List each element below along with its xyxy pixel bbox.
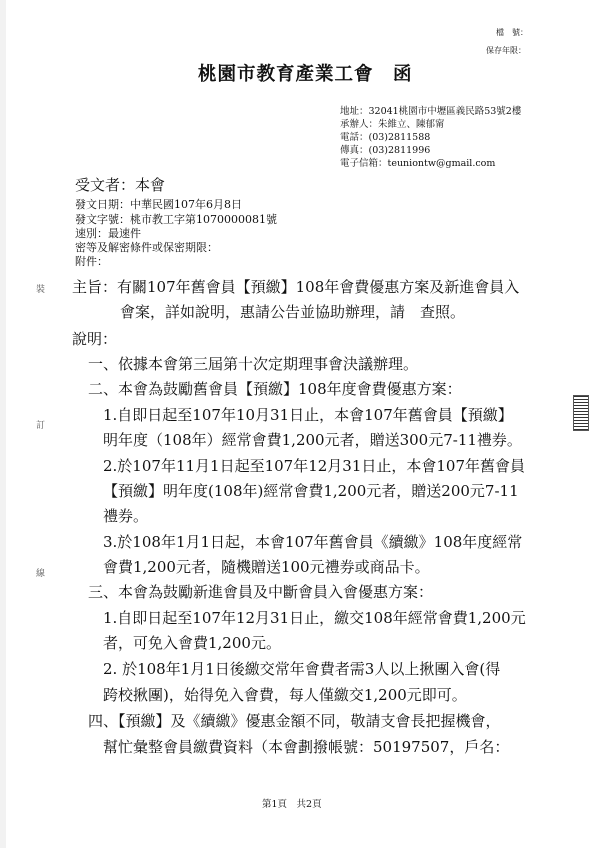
handler: 承辦人：朱維立、陳郁甯: [340, 119, 445, 130]
binding-mark-ding: 訂: [36, 421, 46, 431]
body-line: 者，可免入會費1,200元。: [103, 634, 281, 652]
body-line: 跨校揪團)，始得免入會費，每人僅繳交1,200元即可。: [103, 686, 467, 704]
file-number-label: 檔 號：: [496, 28, 528, 37]
issue-date: 發文日期：中華民國107年6月8日: [75, 198, 242, 211]
body-line: 一、依據本會第三屆第十次定期理事會決議辦理。: [88, 355, 419, 373]
subject-line-2: 會案，詳如說明，惠請公告並協助辦理，請 查照。: [120, 303, 466, 321]
body-line: 會費1,200元者，隨機贈送100元禮券或商品卡。: [103, 558, 430, 576]
body-line: 1.自即日起至107年12月31日止，繳交108年經常會費1,200元: [103, 609, 526, 627]
body-line: 1.自即日起至107年10月31日止，本會107年舊會員【預繳】: [103, 406, 513, 424]
phone: 電話：(03)2811588: [340, 132, 431, 143]
attachment: 附件：: [75, 255, 108, 268]
body-line: 禮券。: [103, 507, 149, 525]
fax: 傳真：(03)2811996: [340, 145, 431, 156]
delivery-speed: 速別：最速件: [75, 227, 141, 240]
document-title: 桃園市教育產業工會 函: [198, 64, 413, 85]
page-footer: 第1頁 共2頁: [262, 799, 322, 810]
email: 電子信箱：teuniontw@gmail.com: [340, 158, 496, 169]
address: 地址：32041桃園市中壢區義民路53號2樓: [340, 106, 522, 117]
retention-label: 保存年限：: [486, 46, 526, 55]
body-line: 二、本會為鼓勵舊會員【預繳】108年度會費優惠方案：: [88, 380, 462, 398]
body-line: 四、【預繳】及《續繳》優惠金額不同，敬請支會長把握機會，: [88, 712, 501, 730]
barcode-mark: [573, 395, 589, 431]
binding-mark-xian: 線: [36, 569, 46, 579]
body-line: 2.於107年11月1日起至107年12月31日止，本會107年舊會員: [103, 457, 526, 475]
body-line: 2. 於108年1月1日後繳交常年會費者需3人以上揪團入會(得: [103, 660, 501, 678]
body-line: 三、本會為鼓勵新進會員及中斷會員入會優惠方案：: [88, 583, 434, 601]
binding-mark-zhuang: 裝: [36, 285, 46, 295]
body-line: 3.於108年1月1日起，本會107年舊會員《續繳》108年度經常: [103, 533, 523, 551]
recipient: 受文者：本會: [75, 176, 166, 194]
body-line: 幫忙彙整會員繳費資料（本會劃撥帳號：50197507，戶名：: [103, 738, 510, 756]
body-line: 明年度（108年）經常會費1,200元者，贈送300元7-11禮券。: [103, 431, 522, 449]
page-edge: [0, 0, 6, 848]
subject-line-1: 主旨：有關107年舊會員【預繳】108年會費優惠方案及新進會員入: [72, 278, 520, 296]
body-line: 【預繳】明年度(108年)經常會費1,200元者，贈送200元7-11: [103, 482, 519, 500]
security-level: 密等及解密條件或保密期限：: [75, 241, 218, 254]
document-number: 發文字號：桃市教工字第1070000081號: [75, 213, 277, 226]
explanation-label: 說明：: [72, 330, 118, 348]
